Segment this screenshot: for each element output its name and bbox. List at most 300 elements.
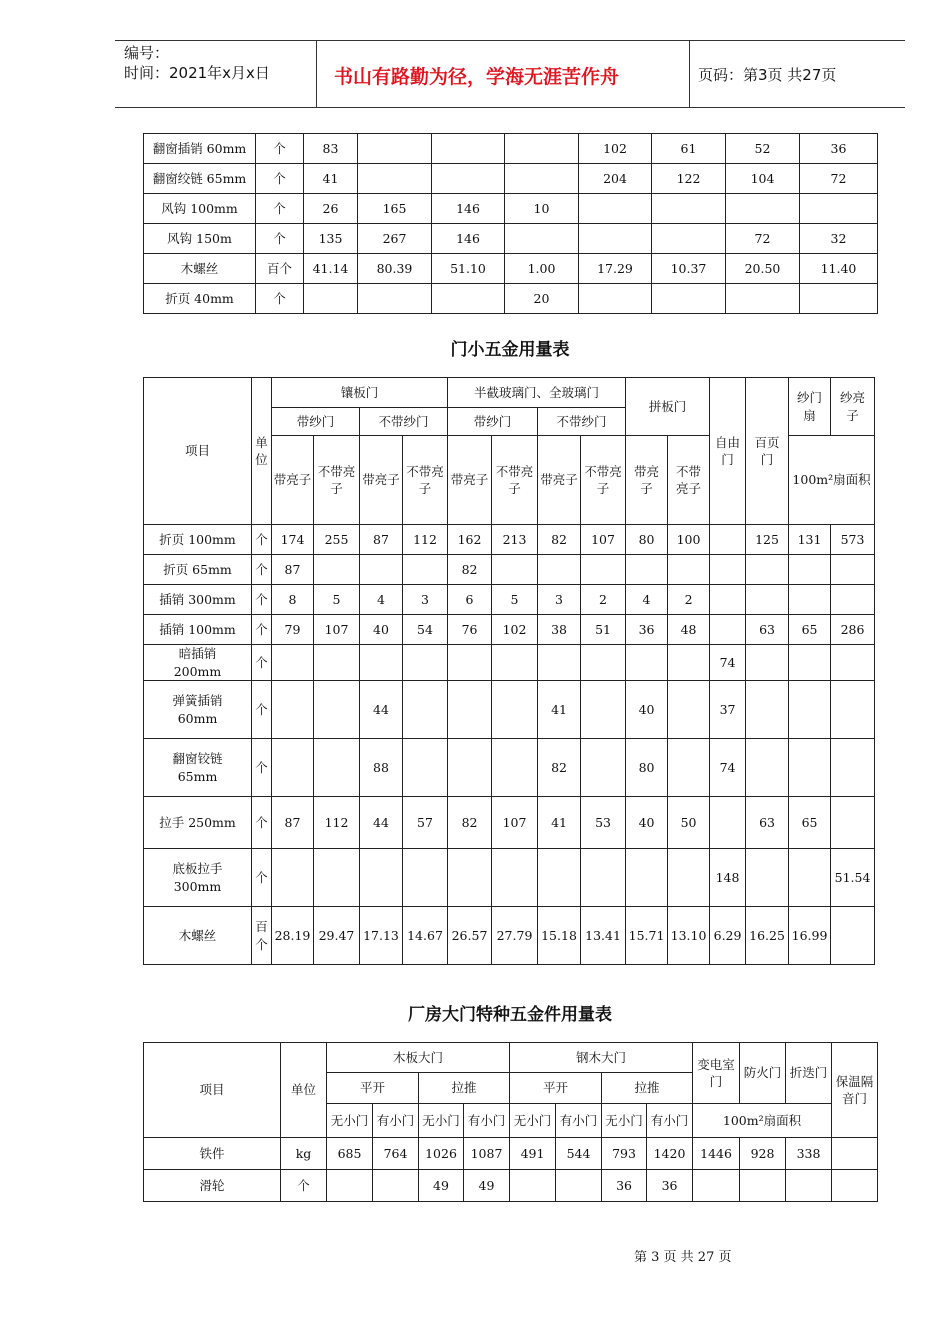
t3-header-area: 100m²扇面积 xyxy=(693,1104,832,1138)
t2-value-cell: 36 xyxy=(626,615,668,645)
t2-value-cell xyxy=(581,645,626,681)
t1-value-cell xyxy=(358,284,432,314)
t2-item-cell: 插销 100mm xyxy=(144,615,252,645)
t1-value-cell xyxy=(800,284,878,314)
t2-value-cell: 40 xyxy=(626,797,668,849)
t2-value-cell: 573 xyxy=(831,525,875,555)
t2-value-cell: 3 xyxy=(538,585,581,615)
table-row xyxy=(144,615,875,645)
t1-value-cell: 10 xyxy=(505,194,579,224)
t1-value-cell: 122 xyxy=(652,164,726,194)
t2-value-cell: 79 xyxy=(272,615,314,645)
t2-value-cell xyxy=(626,849,668,907)
t2-value-cell: 5 xyxy=(314,585,360,615)
t2-value-cell: 4 xyxy=(626,585,668,615)
t2-value-cell: 87 xyxy=(272,555,314,585)
t2-header-dailiang-4: 带亮子 xyxy=(538,436,581,525)
t2-value-cell xyxy=(746,739,789,797)
t2-value-cell xyxy=(668,849,710,907)
door-hardware-table xyxy=(143,377,875,965)
t2-value-cell: 3 xyxy=(403,585,448,615)
t2-header-budaisha-1: 不带纱门 xyxy=(360,408,448,436)
t2-value-cell xyxy=(448,739,492,797)
t2-value-cell: 107 xyxy=(581,525,626,555)
t2-value-cell xyxy=(360,645,403,681)
t1-unit-cell: 个 xyxy=(256,224,304,254)
t2-value-cell xyxy=(710,525,746,555)
t2-value-cell xyxy=(272,645,314,681)
header-bottom-border xyxy=(115,107,905,108)
t2-header-shamen: 纱门扇 xyxy=(789,378,831,436)
t1-value-cell: 20.50 xyxy=(726,254,800,284)
t2-item-cell: 插销 300mm xyxy=(144,585,252,615)
t2-value-cell: 107 xyxy=(492,797,538,849)
t2-value-cell xyxy=(789,739,831,797)
t2-header-budailiang-1: 不带亮子 xyxy=(314,436,360,525)
t2-value-cell: 286 xyxy=(831,615,875,645)
t2-value-cell: 63 xyxy=(746,615,789,645)
t2-value-cell: 15.71 xyxy=(626,907,668,965)
t2-header-ziyou: 自由门 xyxy=(710,378,746,525)
factory-door-hardware-table xyxy=(143,1042,878,1202)
t2-header-item: 项目 xyxy=(144,378,252,525)
t2-value-cell: 82 xyxy=(538,739,581,797)
t1-value-cell: 102 xyxy=(579,134,652,164)
t2-value-cell: 87 xyxy=(360,525,403,555)
t1-value-cell xyxy=(505,164,579,194)
t2-value-cell xyxy=(710,797,746,849)
t2-unit-cell: 个 xyxy=(252,615,272,645)
t3-header-unit: 单位 xyxy=(281,1043,327,1138)
door-hardware-title: 门小五金用量表 xyxy=(450,340,570,360)
t2-value-cell xyxy=(581,555,626,585)
t2-value-cell xyxy=(538,645,581,681)
t2-value-cell xyxy=(668,681,710,739)
t2-value-cell: 40 xyxy=(626,681,668,739)
t2-value-cell xyxy=(403,849,448,907)
table-row xyxy=(144,555,875,585)
t1-value-cell xyxy=(304,284,358,314)
t2-value-cell: 213 xyxy=(492,525,538,555)
t2-value-cell xyxy=(492,681,538,739)
t1-value-cell xyxy=(652,284,726,314)
t2-item-cell: 木螺丝 xyxy=(144,907,252,965)
t2-value-cell: 6.29 xyxy=(710,907,746,965)
page-footer: 第 3 页 共 27 页 xyxy=(634,1250,732,1265)
factory-door-hardware-title: 厂房大门特种五金件用量表 xyxy=(408,1005,612,1025)
t2-header-dailiang-2: 带亮子 xyxy=(360,436,403,525)
t2-value-cell xyxy=(831,585,875,615)
t3-value-cell: 36 xyxy=(602,1170,647,1202)
t2-value-cell xyxy=(360,555,403,585)
t2-value-cell: 102 xyxy=(492,615,538,645)
t3-header-biandian: 变电室门 xyxy=(693,1043,740,1104)
t3-value-cell: 793 xyxy=(602,1138,647,1170)
header-time: 时间：2021年x月x日 xyxy=(124,64,270,82)
t2-value-cell xyxy=(746,681,789,739)
table-row xyxy=(144,254,878,284)
t2-value-cell xyxy=(314,645,360,681)
t3-value-cell: 49 xyxy=(464,1170,510,1202)
t3-header-youxiao-1: 有小门 xyxy=(373,1104,419,1138)
t2-value-cell xyxy=(668,739,710,797)
t2-value-cell xyxy=(831,797,875,849)
t2-value-cell: 65 xyxy=(789,797,831,849)
t2-value-cell xyxy=(789,849,831,907)
t2-value-cell xyxy=(492,849,538,907)
t2-value-cell: 2 xyxy=(581,585,626,615)
t2-value-cell xyxy=(710,615,746,645)
t2-value-cell: 63 xyxy=(746,797,789,849)
t2-value-cell xyxy=(272,681,314,739)
t3-value-cell: 491 xyxy=(510,1138,556,1170)
t2-unit-cell: 个 xyxy=(252,555,272,585)
table-row xyxy=(144,1170,878,1202)
t2-value-cell xyxy=(746,645,789,681)
t2-value-cell xyxy=(448,645,492,681)
t3-value-cell: 544 xyxy=(556,1138,602,1170)
table-row xyxy=(144,1138,878,1170)
t2-header-budaisha-2: 不带纱门 xyxy=(538,408,626,436)
t2-value-cell: 51.54 xyxy=(831,849,875,907)
t2-value-cell xyxy=(403,555,448,585)
t1-unit-cell: 个 xyxy=(256,134,304,164)
t2-value-cell: 80 xyxy=(626,525,668,555)
t2-value-cell: 44 xyxy=(360,797,403,849)
t2-value-cell: 17.13 xyxy=(360,907,403,965)
t2-unit-cell: 个 xyxy=(252,645,272,681)
t2-value-cell xyxy=(538,555,581,585)
t2-unit-cell: 个 xyxy=(252,585,272,615)
t1-value-cell: 51.10 xyxy=(432,254,505,284)
t3-value-cell: 1420 xyxy=(647,1138,693,1170)
t2-item-cell: 翻窗铰链 65mm xyxy=(144,739,252,797)
t2-value-cell: 14.67 xyxy=(403,907,448,965)
t2-value-cell: 15.18 xyxy=(538,907,581,965)
t2-value-cell xyxy=(492,645,538,681)
t3-value-cell xyxy=(327,1170,373,1202)
t2-header-unit: 单位 xyxy=(252,378,272,525)
table-row xyxy=(144,164,878,194)
header-divider-right xyxy=(689,40,690,107)
t3-header-wuxiao-4: 无小门 xyxy=(602,1104,647,1138)
t2-value-cell xyxy=(668,555,710,585)
t3-item-cell: 铁件 xyxy=(144,1138,281,1170)
t2-value-cell xyxy=(314,849,360,907)
header-divider-left xyxy=(316,40,317,107)
t2-value-cell: 76 xyxy=(448,615,492,645)
t2-value-cell xyxy=(314,555,360,585)
t2-value-cell: 80 xyxy=(626,739,668,797)
t2-value-cell xyxy=(581,681,626,739)
t1-item-cell: 风钩 100mm xyxy=(144,194,256,224)
t1-unit-cell: 个 xyxy=(256,164,304,194)
t1-item-cell: 风钩 150m xyxy=(144,224,256,254)
t2-value-cell: 37 xyxy=(710,681,746,739)
t2-item-cell: 拉手 250mm xyxy=(144,797,252,849)
t2-value-cell: 125 xyxy=(746,525,789,555)
t3-header-youxiao-2: 有小门 xyxy=(464,1104,510,1138)
t3-value-cell: 49 xyxy=(419,1170,464,1202)
t2-item-cell: 折页 100mm xyxy=(144,525,252,555)
t2-value-cell xyxy=(831,681,875,739)
t2-unit-cell: 个 xyxy=(252,681,272,739)
t2-unit-cell: 个 xyxy=(252,797,272,849)
table-row xyxy=(144,585,875,615)
t1-value-cell xyxy=(505,224,579,254)
t3-value-cell: 36 xyxy=(647,1170,693,1202)
t2-header-budailiang-5: 不带亮子 xyxy=(668,436,710,525)
t2-value-cell: 255 xyxy=(314,525,360,555)
t2-unit-cell: 个 xyxy=(252,525,272,555)
t3-header-latui-1: 拉推 xyxy=(419,1073,510,1104)
t1-value-cell: 36 xyxy=(800,134,878,164)
table-row xyxy=(144,907,875,965)
t2-value-cell xyxy=(581,739,626,797)
t2-value-cell xyxy=(448,849,492,907)
t1-value-cell xyxy=(358,164,432,194)
header-top-border xyxy=(115,40,905,41)
t1-item-cell: 翻窗插销 60mm xyxy=(144,134,256,164)
t2-value-cell: 148 xyxy=(710,849,746,907)
t2-value-cell: 13.10 xyxy=(668,907,710,965)
t2-value-cell xyxy=(403,739,448,797)
t1-value-cell: 10.37 xyxy=(652,254,726,284)
t1-value-cell xyxy=(726,284,800,314)
t3-value-cell: 338 xyxy=(786,1138,832,1170)
t2-value-cell xyxy=(710,555,746,585)
t2-value-cell: 112 xyxy=(314,797,360,849)
t2-header-dailiang-3: 带亮子 xyxy=(448,436,492,525)
t1-value-cell: 41 xyxy=(304,164,358,194)
t1-value-cell xyxy=(579,284,652,314)
t3-value-cell xyxy=(786,1170,832,1202)
t2-value-cell xyxy=(789,585,831,615)
t2-value-cell xyxy=(746,585,789,615)
t1-value-cell xyxy=(579,224,652,254)
t3-value-cell xyxy=(510,1170,556,1202)
t2-value-cell: 41 xyxy=(538,797,581,849)
t2-value-cell xyxy=(831,555,875,585)
t3-unit-cell: 个 xyxy=(281,1170,327,1202)
t1-value-cell: 72 xyxy=(726,224,800,254)
t2-value-cell xyxy=(789,645,831,681)
t2-value-cell: 16.99 xyxy=(789,907,831,965)
t3-value-cell: 928 xyxy=(740,1138,786,1170)
t1-value-cell: 165 xyxy=(358,194,432,224)
t2-value-cell: 51 xyxy=(581,615,626,645)
t2-value-cell xyxy=(746,849,789,907)
t3-header-baowen: 保温隔音门 xyxy=(832,1043,878,1138)
t2-value-cell: 74 xyxy=(710,645,746,681)
t2-value-cell: 82 xyxy=(448,797,492,849)
t3-value-cell xyxy=(693,1170,740,1202)
t2-item-cell: 暗插销 200mm xyxy=(144,645,252,681)
table-row xyxy=(144,525,875,555)
t2-header-budailiang-4: 不带亮子 xyxy=(581,436,626,525)
t1-item-cell: 折页 40mm xyxy=(144,284,256,314)
header-page: 页码：第3页 共27页 xyxy=(698,66,837,84)
t2-value-cell: 26.57 xyxy=(448,907,492,965)
t2-value-cell xyxy=(831,645,875,681)
t3-header-wuxiao-2: 无小门 xyxy=(419,1104,464,1138)
t2-value-cell xyxy=(448,681,492,739)
window-hardware-table xyxy=(143,133,878,314)
t2-value-cell: 8 xyxy=(272,585,314,615)
t3-value-cell: 1446 xyxy=(693,1138,740,1170)
t2-header-yinban: 镶板门 xyxy=(272,378,448,408)
t2-value-cell xyxy=(314,681,360,739)
t2-value-cell: 53 xyxy=(581,797,626,849)
t1-value-cell xyxy=(800,194,878,224)
t2-value-cell: 2 xyxy=(668,585,710,615)
table-row xyxy=(144,797,875,849)
t2-value-cell: 88 xyxy=(360,739,403,797)
t1-value-cell: 1.00 xyxy=(505,254,579,284)
t2-value-cell xyxy=(789,555,831,585)
t3-header-youxiao-3: 有小门 xyxy=(556,1104,602,1138)
table-row xyxy=(144,284,878,314)
t2-value-cell: 57 xyxy=(403,797,448,849)
t1-value-cell xyxy=(505,134,579,164)
t2-value-cell xyxy=(272,739,314,797)
header-motto: 书山有路勤为径，学海无涯苦作舟 xyxy=(334,66,620,88)
t2-value-cell: 50 xyxy=(668,797,710,849)
t1-value-cell xyxy=(652,224,726,254)
t2-header-shaliang: 纱亮子 xyxy=(831,378,875,436)
t3-value-cell xyxy=(740,1170,786,1202)
t2-value-cell: 4 xyxy=(360,585,403,615)
t2-value-cell: 112 xyxy=(403,525,448,555)
t2-value-cell xyxy=(492,739,538,797)
t2-value-cell xyxy=(831,907,875,965)
t3-header-wuxiao-3: 无小门 xyxy=(510,1104,556,1138)
t1-value-cell: 80.39 xyxy=(358,254,432,284)
table-row xyxy=(144,134,878,164)
t2-value-cell xyxy=(403,645,448,681)
t2-item-cell: 折页 65mm xyxy=(144,555,252,585)
t1-value-cell: 204 xyxy=(579,164,652,194)
t2-value-cell: 174 xyxy=(272,525,314,555)
t2-value-cell: 38 xyxy=(538,615,581,645)
t2-header-banjie: 半截玻璃门、全玻璃门 xyxy=(448,378,626,408)
t1-unit-cell: 百个 xyxy=(256,254,304,284)
t2-value-cell xyxy=(581,849,626,907)
t2-value-cell xyxy=(272,849,314,907)
t3-value-cell: 1026 xyxy=(419,1138,464,1170)
t2-item-cell: 弹簧插销 60mm xyxy=(144,681,252,739)
t2-value-cell: 87 xyxy=(272,797,314,849)
table-row xyxy=(144,739,875,797)
table-row xyxy=(144,645,875,681)
t2-value-cell: 82 xyxy=(538,525,581,555)
t2-value-cell: 131 xyxy=(789,525,831,555)
t2-header-area: 100m²扇面积 xyxy=(789,436,875,525)
t2-value-cell: 41 xyxy=(538,681,581,739)
t2-value-cell: 162 xyxy=(448,525,492,555)
t1-value-cell xyxy=(726,194,800,224)
t1-value-cell xyxy=(579,194,652,224)
t3-header-pingkai-1: 平开 xyxy=(327,1073,419,1104)
t1-value-cell: 52 xyxy=(726,134,800,164)
t2-value-cell: 29.47 xyxy=(314,907,360,965)
t1-value-cell: 135 xyxy=(304,224,358,254)
t2-value-cell: 82 xyxy=(448,555,492,585)
t1-item-cell: 翻窗绞链 65mm xyxy=(144,164,256,194)
t3-header-youxiao-4: 有小门 xyxy=(647,1104,693,1138)
t1-value-cell: 11.40 xyxy=(800,254,878,284)
t1-value-cell xyxy=(432,164,505,194)
t3-header-muban: 木板大门 xyxy=(327,1043,510,1073)
t3-value-cell: 685 xyxy=(327,1138,373,1170)
t3-value-cell xyxy=(832,1138,878,1170)
t1-value-cell: 32 xyxy=(800,224,878,254)
table-row xyxy=(144,194,878,224)
t1-value-cell: 20 xyxy=(505,284,579,314)
t2-value-cell: 100 xyxy=(668,525,710,555)
t3-header-gangmu: 钢木大门 xyxy=(510,1043,693,1073)
table-row xyxy=(144,681,875,739)
t1-value-cell: 41.14 xyxy=(304,254,358,284)
t1-unit-cell: 个 xyxy=(256,284,304,314)
t2-header-budailiang-2: 不带亮子 xyxy=(403,436,448,525)
t2-value-cell xyxy=(710,585,746,615)
t2-value-cell xyxy=(626,645,668,681)
t3-value-cell xyxy=(832,1170,878,1202)
t2-value-cell: 44 xyxy=(360,681,403,739)
t2-value-cell: 54 xyxy=(403,615,448,645)
t3-value-cell xyxy=(556,1170,602,1202)
t2-unit-cell: 个 xyxy=(252,739,272,797)
t2-value-cell: 40 xyxy=(360,615,403,645)
t2-unit-cell: 百个 xyxy=(252,907,272,965)
t2-value-cell xyxy=(403,681,448,739)
t3-header-fanghuo: 防火门 xyxy=(740,1043,786,1104)
t1-value-cell: 146 xyxy=(432,194,505,224)
t2-value-cell: 107 xyxy=(314,615,360,645)
t3-item-cell: 滑轮 xyxy=(144,1170,281,1202)
t3-header-latui-2: 拉推 xyxy=(602,1073,693,1104)
t1-value-cell: 26 xyxy=(304,194,358,224)
t2-value-cell: 27.79 xyxy=(492,907,538,965)
t1-value-cell xyxy=(358,134,432,164)
t2-value-cell xyxy=(314,739,360,797)
t2-header-daisha-2: 带纱门 xyxy=(448,408,538,436)
t3-value-cell xyxy=(373,1170,419,1202)
t3-value-cell: 764 xyxy=(373,1138,419,1170)
t2-value-cell: 6 xyxy=(448,585,492,615)
t3-header-pingkai-2: 平开 xyxy=(510,1073,602,1104)
t2-value-cell: 28.19 xyxy=(272,907,314,965)
t3-unit-cell: kg xyxy=(281,1138,327,1170)
t1-unit-cell: 个 xyxy=(256,194,304,224)
t1-value-cell xyxy=(652,194,726,224)
table-row xyxy=(144,224,878,254)
t2-value-cell xyxy=(360,849,403,907)
t3-header-zhedie: 折迭门 xyxy=(786,1043,832,1104)
t2-value-cell xyxy=(789,681,831,739)
t2-header-baiye: 百页门 xyxy=(746,378,789,525)
t1-value-cell: 104 xyxy=(726,164,800,194)
t2-value-cell: 5 xyxy=(492,585,538,615)
t2-value-cell: 13.41 xyxy=(581,907,626,965)
t1-value-cell xyxy=(432,134,505,164)
t2-value-cell xyxy=(626,555,668,585)
t2-header-pinban: 拼板门 xyxy=(626,378,710,436)
t2-value-cell: 16.25 xyxy=(746,907,789,965)
t2-value-cell xyxy=(538,849,581,907)
t2-header-dailiang-5: 带亮子 xyxy=(626,436,668,525)
